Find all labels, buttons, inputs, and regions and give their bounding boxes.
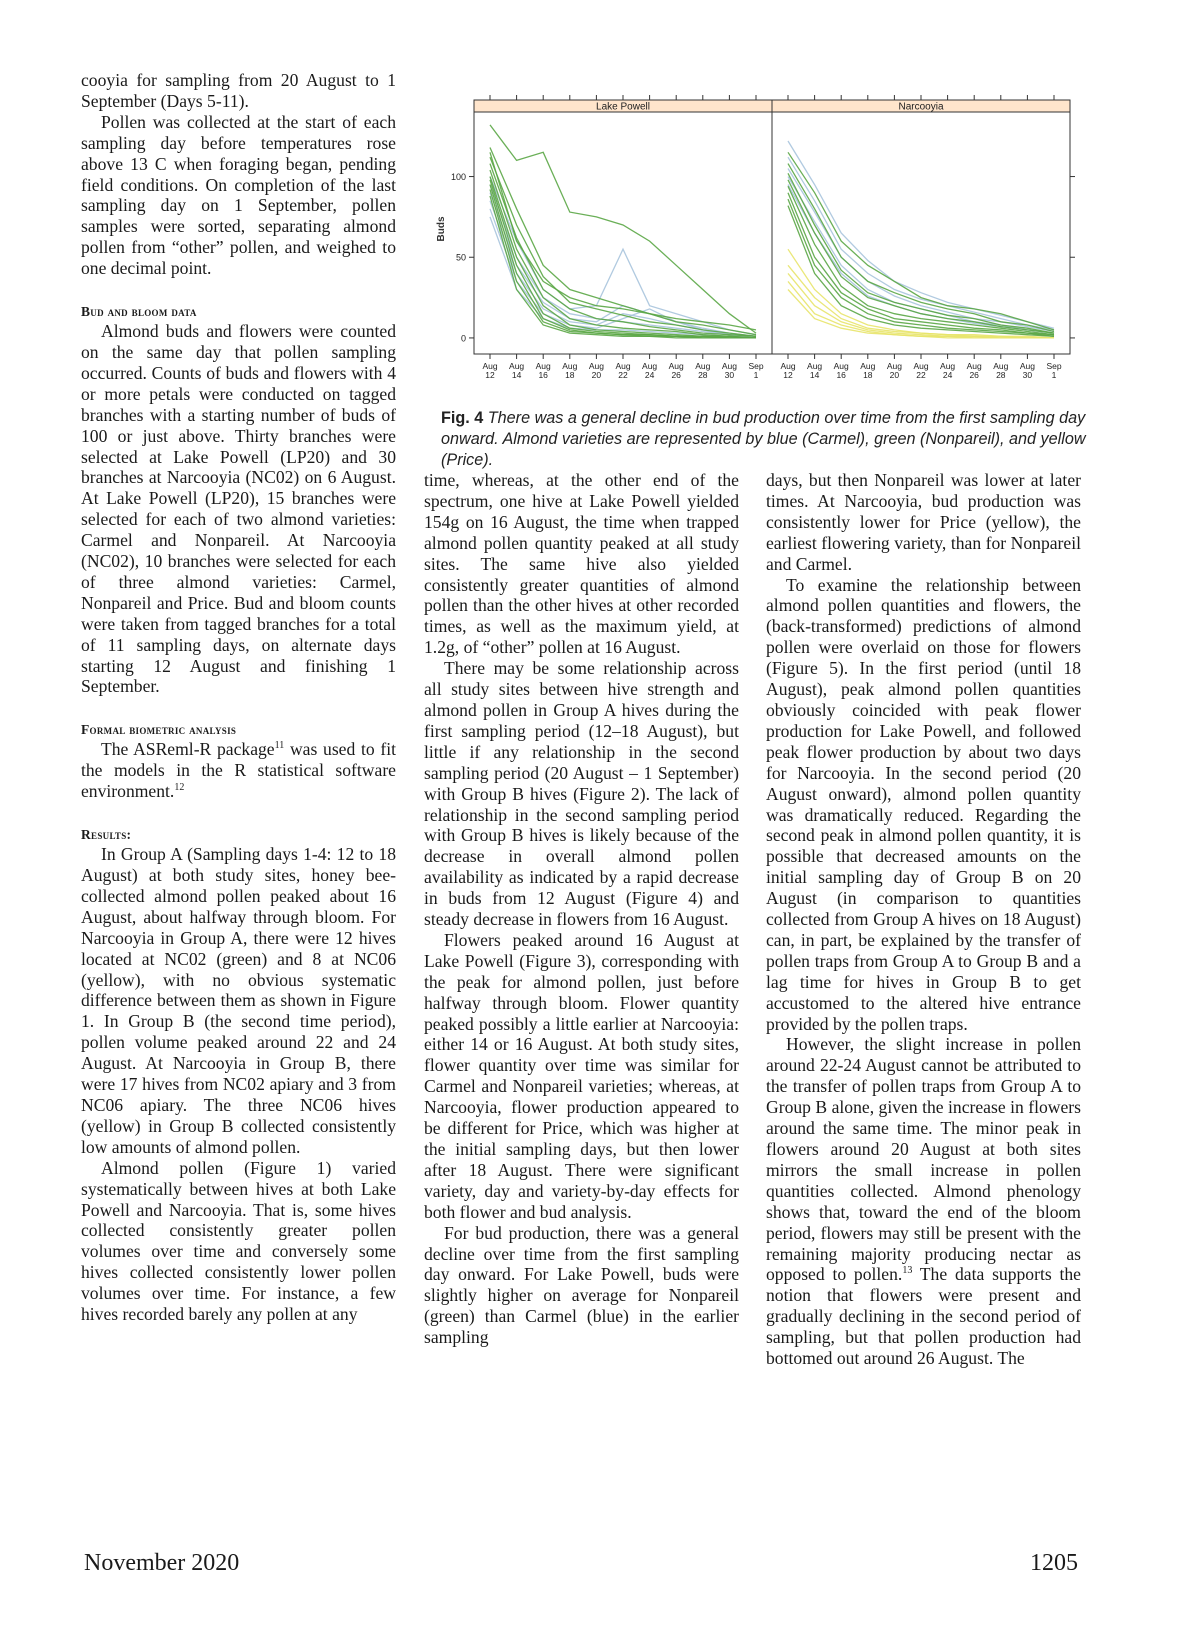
x-tick-label: Aug bbox=[913, 361, 929, 371]
x-tick-label: 14 bbox=[511, 370, 522, 380]
section-heading: Formal biometric analysis bbox=[81, 722, 237, 738]
footnote-ref: 12 bbox=[174, 782, 185, 794]
paragraph bbox=[766, 1034, 1081, 1369]
text-run: The data supports the notion that flowers were present and gradually declining in the second period of sampling, but that pollen production had bottomed out around 26 August. The bbox=[766, 1264, 1081, 1369]
series-line-nonpareil bbox=[490, 170, 756, 338]
x-tick-label: Aug bbox=[886, 361, 902, 371]
x-tick-label: Aug bbox=[940, 361, 956, 371]
figure-4-chart bbox=[436, 88, 1136, 403]
x-tick-label: Aug bbox=[482, 361, 498, 371]
x-tick-label: 22 bbox=[618, 370, 628, 380]
series-line-carmel bbox=[490, 201, 756, 336]
text-run: The ASReml-R package bbox=[101, 739, 275, 760]
series-line-nonpareil bbox=[788, 180, 1054, 333]
text-run: However, the slight increase in pollen around 22-24 August cannot be attributed to the transfer of pollen traps from Group A to Group B alone, given the increase in flowers around the same time. The minor peak in flowers around 20 August at both sites mirrors the small increase in pollen quantities collected. Almond phenology shows that, toward the end of the bloom period, flowers may still be present with the remaining majority producing nectar as opposed to pollen. bbox=[766, 1034, 1081, 1285]
panel-title: Lake Powell bbox=[596, 101, 650, 113]
figure-caption bbox=[441, 408, 1127, 471]
x-tick-label: 16 bbox=[538, 370, 548, 380]
paragraph: Pollen was collected at the start of each sampling day before temperatures rose above 13 C when foraging began, pending field conditions. On completion of the last sampling day on 1 September, pollen samples were sorted, separating almond pollen from “other” pollen, and weighed to one decimal point. bbox=[81, 111, 396, 279]
x-tick-label: Aug bbox=[615, 361, 631, 371]
x-tick-label: Aug bbox=[1019, 361, 1035, 371]
x-tick-label: Aug bbox=[807, 361, 823, 371]
series-line-nonpareil bbox=[788, 199, 1054, 336]
y-tick-label: 50 bbox=[455, 252, 466, 263]
x-tick-label: 18 bbox=[565, 370, 575, 380]
x-tick-label: Aug bbox=[588, 361, 604, 371]
footnote-ref: 13 bbox=[902, 1265, 913, 1277]
paragraph: To examine the relationship between almond pollen quantities and flowers, the (back-transformed) predictions of almond pollen were overlaid on those for flowers (Figure 5). In the first period (until 18 August), peak almond pollen quantities obviously coincided with peak flower production for Lake Powell, and followed peak flower production by about two days for Narcooyia. In the second period (20 August onward), almond pollen quantity was dramatically reduced. Regarding the second peak in almond pollen quantity, it is possible that decreased amounts on the initial sampling day of Group B on 20 August (in comparison to quantities collected from Group A hives on 18 August) can, in part, be explained by the transfer of pollen traps from Group A to Group B and a lag time for hives in Group B to get accustomed to the altered hive entrance provided by the pollen traps. bbox=[766, 574, 1081, 1034]
x-tick-label: 30 bbox=[724, 370, 735, 380]
x-tick-label: Aug bbox=[833, 361, 849, 371]
y-axis-label: Buds bbox=[436, 216, 447, 242]
x-tick-label: Aug bbox=[668, 361, 684, 371]
footer-date: November 2020 bbox=[84, 1550, 240, 1576]
paragraph: Almond buds and flowers were counted on the same day that pollen sampling occurred. Counts of buds and flowers with 4 or more petals were conducted on tagged branches with a starting number of buds of 100 or just above. Thirty branches were selected at Lake Powell (LP20) and 30 branches at Narcooyia (NC02) on 6 August. At Lake Powell (LP20), 15 branches were selected for each of two almond varieties: Carmel and Nonpareil. At Narcooyia (NC02), 10 branches were selected for each of three almond varieties: Carmel, Nonpareil and Price. Bud and bloom counts were taken from tagged branches for a total of 11 sampling days, on alternate days starting 12 August and finishing 1 September. bbox=[81, 321, 396, 697]
paragraph bbox=[81, 739, 396, 802]
x-tick-label: 24 bbox=[942, 370, 953, 380]
x-tick-label: 16 bbox=[836, 370, 846, 380]
paragraph: There may be some relationship across all study sites between hive strength and almond pollen in Group A hives during the first sampling period (12–18 August), but little if any relationship in the second sampling period (20 August – 1 September) with Group B hives (Figure 2). The lack of relationship in the second sampling period with Group B hives is likely because of the decrease in overall almond pollen availability as indicated by a rapid decrease in buds from 12 August (Figure 4) and steady decrease in flowers from 16 August. bbox=[424, 658, 739, 930]
footnote-ref: 11 bbox=[274, 740, 285, 752]
panel-frame bbox=[772, 100, 1070, 354]
caption-text: There was a general decline in bud production over time from the first sampling day onward. Almond varieties are represented by blue (Carmel), green (Nonpareil), and yellow (Price). bbox=[441, 409, 1086, 469]
x-tick-label: 1 bbox=[1051, 370, 1057, 380]
paragraph: time, whereas, at the other end of the spectrum, one hive at Lake Powell yielded 154g on 16 August, the time when trapped almond pollen quantity peaked at all study sites. The same hive also yielded consistently greater quantities of almond pollen than the other hives at other recorded times, as well as the maximum yield, at 1.2g, of “other” pollen at 16 August. bbox=[424, 470, 739, 658]
x-tick-label: 12 bbox=[783, 370, 793, 380]
y-tick-label: 100 bbox=[450, 172, 466, 183]
x-tick-label: Aug bbox=[562, 361, 578, 371]
left-column bbox=[81, 70, 396, 1325]
caption-label: Fig. 4 bbox=[441, 409, 484, 427]
section-heading: Bud and bloom data bbox=[81, 304, 197, 320]
panel-title: Narcooyia bbox=[898, 101, 944, 113]
x-tick-label: 24 bbox=[644, 370, 655, 380]
right-column bbox=[766, 470, 1081, 1369]
x-tick-label: 20 bbox=[591, 370, 602, 380]
x-tick-label: Sep bbox=[748, 361, 764, 371]
x-tick-label: Aug bbox=[860, 361, 876, 371]
x-tick-label: Aug bbox=[642, 361, 658, 371]
x-tick-label: 22 bbox=[916, 370, 926, 380]
series-line-nonpareil bbox=[788, 152, 1054, 330]
paragraph: cooyia for sampling from 20 August to 1 September (Days 5-11). bbox=[81, 70, 396, 111]
paragraph: For bud production, there was a general decline over time from the first sampling day onward. For Lake Powell, buds were slightly higher on average for Nonpareil (green) than Carmel (blue) in the earlier sampling bbox=[424, 1222, 739, 1348]
x-tick-label: Aug bbox=[966, 361, 982, 371]
x-tick-label: Aug bbox=[535, 361, 551, 371]
y-tick-label: 0 bbox=[460, 333, 466, 344]
x-tick-label: 26 bbox=[671, 370, 681, 380]
series-line-carmel bbox=[788, 185, 1054, 334]
x-tick-label: Sep bbox=[1046, 361, 1062, 371]
paragraph: In Group A (Sampling days 1-4: 12 to 18 August) at both study sites, honey bee-collected almond pollen peaked about 16 August, about halfway through bloom. For Narcooyia in Group A, there were 12 hives located at NC02 (green) and 8 at NC06 (yellow), with no obvious systematic difference between them as shown in Figure 1. In Group B (the second time period), pollen volume peaked around 22 and 24 August. At Narcooyia in Group B, there were 17 hives from NC02 apiary and 3 from NC06 apiary. The three NC06 hives (yellow) in Group B collected consistently low amounts of almond pollen. bbox=[81, 844, 396, 1157]
paragraph: Almond pollen (Figure 1) varied systematically between hives at both Lake Powell and Narcooyia. That is, some hives collected consistently greater pollen volumes over time and conversely some hives collected consistently lower pollen volumes over time. For instance, a few hives recorded barely any pollen at any bbox=[81, 1157, 396, 1325]
paragraph: days, but then Nonpareil was lower at later times. At Narcooyia, bud production was consistently lower for Price (yellow), the earliest flowering variety, than for Nonpareil and Carmel. bbox=[766, 470, 1081, 574]
x-tick-label: 28 bbox=[698, 370, 708, 380]
x-tick-label: 30 bbox=[1022, 370, 1033, 380]
x-tick-label: 18 bbox=[863, 370, 873, 380]
x-tick-label: Aug bbox=[993, 361, 1009, 371]
x-tick-label: 14 bbox=[809, 370, 820, 380]
x-tick-label: 28 bbox=[996, 370, 1006, 380]
x-tick-label: Aug bbox=[780, 361, 796, 371]
x-tick-label: 20 bbox=[889, 370, 900, 380]
page-number: 1205 bbox=[1030, 1550, 1078, 1576]
x-tick-label: 1 bbox=[753, 370, 759, 380]
series-line-nonpareil bbox=[490, 196, 756, 338]
text-run: was used to fit the models in the R statistical software environment. bbox=[81, 739, 396, 802]
series-line-carmel bbox=[788, 169, 1054, 332]
paragraph: Flowers peaked around 16 August at Lake Powell (Figure 3), corresponding with the peak for almond pollen, just before halfway through bloom. Flower quantity peaked possibly a little earlier at Narcooyia: either 14 or 16 August. At both study sites, flower quantity over time was similar for Carmel and Nonpareil varieties; whereas, at Narcooyia, flower production appeared to be different for Price, which was higher at the initial sampling days, but then lower after 18 August. There were significant variety, day and variety-by-day effects for both flower and bud analysis. bbox=[424, 929, 739, 1222]
x-tick-label: 26 bbox=[969, 370, 979, 380]
middle-column bbox=[424, 470, 739, 1348]
section-heading: Results: bbox=[81, 827, 132, 843]
x-tick-label: 12 bbox=[485, 370, 495, 380]
series-line-carmel bbox=[490, 177, 756, 335]
x-tick-label: Aug bbox=[721, 361, 737, 371]
x-tick-label: Aug bbox=[509, 361, 525, 371]
x-tick-label: Aug bbox=[695, 361, 711, 371]
